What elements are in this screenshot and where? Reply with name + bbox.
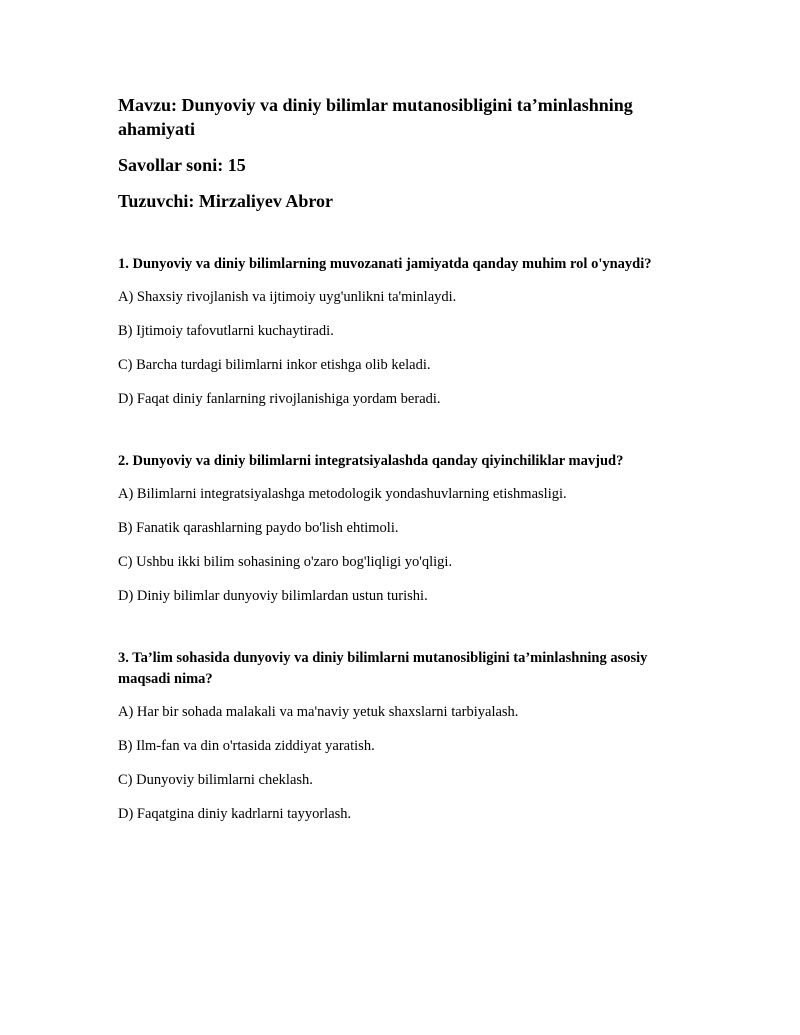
document-title: Mavzu: Dunyoviy va diniy bilimlar mutanosibligini ta’minlashning ahamiyati: [118, 95, 633, 139]
document-page: [118, 93, 678, 866]
answer-option: A) Shaxsiy rivojlanish va ijtimoiy uyg'unlikni ta'minlaydi.: [118, 289, 457, 305]
question-list: [118, 254, 678, 824]
answer-option: C) Dunyoviy bilimlarni cheklash.: [118, 772, 313, 788]
answer-option: B) Fanatik qarashlarning paydo bo'lish ehtimoli.: [118, 520, 399, 536]
question-2: [118, 451, 678, 606]
answer-option: D) Diniy bilimlar dunyoviy bilimlardan ustun turishi.: [118, 588, 428, 604]
author: Tuzuvchi: Mirzaliyev Abror: [118, 191, 333, 211]
question-text: 3. Ta’lim sohasida dunyoviy va diniy bilimlarni mutanosibligini ta’minlashning asosiy maqsadi nima?: [118, 650, 648, 687]
answer-option: B) Ilm-fan va din o'rtasida ziddiyat yaratish.: [118, 738, 375, 754]
question-text: 2. Dunyoviy va diniy bilimlarni integratsiyalashda qanday qiyinchiliklar mavjud?: [118, 453, 624, 469]
answer-option: B) Ijtimoiy tafovutlarni kuchaytiradi.: [118, 323, 334, 339]
answer-option: A) Bilimlarni integratsiyalashga metodologik yondashuvlarning etishmasligi.: [118, 486, 567, 502]
question-3: [118, 648, 678, 824]
question-text: 1. Dunyoviy va diniy bilimlarning muvozanati jamiyatda qanday muhim rol o'ynaydi?: [118, 256, 652, 272]
answer-option: C) Barcha turdagi bilimlarni inkor etishga olib keladi.: [118, 357, 431, 373]
answer-option: C) Ushbu ikki bilim sohasining o'zaro bog'liqligi yo'qligi.: [118, 554, 453, 570]
answer-option: D) Faqat diniy fanlarning rivojlanishiga yordam beradi.: [118, 391, 441, 407]
question-count: Savollar soni: 15: [118, 155, 246, 175]
answer-option: A) Har bir sohada malakali va ma'naviy yetuk shaxslarni tarbiyalash.: [118, 704, 519, 720]
answer-option: D) Faqatgina diniy kadrlarni tayyorlash.: [118, 806, 352, 822]
question-1: [118, 254, 678, 409]
